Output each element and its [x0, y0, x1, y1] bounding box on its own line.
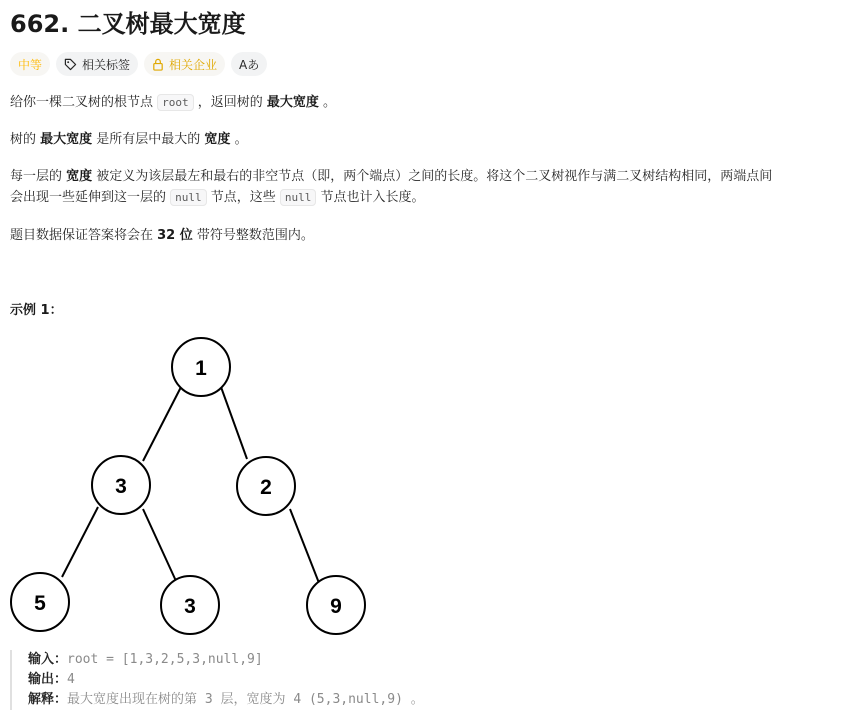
tree-node-label: 2: [260, 476, 272, 499]
tree-diagram: [0, 325, 400, 645]
tree-node-label: 3: [184, 595, 196, 618]
text: 节点也计入长度。: [316, 190, 425, 205]
example-explain-row: [28, 690, 628, 710]
explain-value: 最大宽度出现在树的第 3 层，宽度为 4 (5,3,null,9) 。: [67, 692, 424, 707]
translate-icon: Aあ: [239, 57, 260, 72]
text: 。: [230, 132, 248, 147]
explain-label: 解释：: [28, 692, 68, 707]
input-label: 输入：: [28, 652, 68, 667]
output-label: 输出：: [28, 672, 68, 687]
tag-icon: [64, 58, 77, 71]
bold-text: 宽度: [204, 132, 231, 147]
tree-node-label: 1: [195, 357, 207, 380]
page-title: 662. 二叉树最大宽度: [10, 10, 246, 38]
text: 每一层的: [10, 169, 67, 184]
related-tags-label: 相关标签: [82, 57, 131, 72]
description-paragraph-4: [10, 225, 836, 246]
tree-edge: [290, 509, 319, 583]
bold-text: 宽度: [66, 169, 93, 184]
inline-code-null: null: [280, 189, 317, 206]
text: 带符号整数范围内。: [192, 228, 314, 243]
translate-button[interactable]: [231, 52, 267, 76]
text: 树的: [10, 132, 41, 147]
text: 节点，这些: [206, 190, 280, 205]
text: ，返回树的: [193, 95, 267, 110]
related-companies-button[interactable]: [144, 52, 225, 76]
tree-node-label: 9: [330, 595, 342, 618]
difficulty-badge: [10, 52, 50, 76]
tree-edge: [143, 387, 181, 461]
lock-icon: [152, 58, 164, 71]
tree-edge: [143, 509, 176, 581]
example-block: [10, 650, 628, 710]
related-companies-label: 相关企业: [169, 57, 218, 72]
tag-bar: [10, 52, 267, 76]
example-output-row: [28, 670, 628, 690]
text: 被定义为该层最左和最右的非空节点（即，两个端点）之间的长度。将这个二叉树视作与满二叉树结构相同，两端点间: [92, 169, 773, 184]
example-title: 示例 1：: [10, 303, 63, 318]
description-paragraph-3: [10, 166, 836, 208]
text: 会出现一些延伸到这一层的: [10, 190, 171, 205]
text: 。: [318, 95, 337, 110]
output-value: 4: [67, 672, 75, 687]
bold-text: 最大宽度: [266, 95, 319, 110]
input-value: root = [1,3,2,5,3,null,9]: [67, 652, 263, 667]
bold-text: 32 位: [157, 228, 193, 243]
tree-edge: [221, 387, 247, 459]
text: 给你一棵二叉树的根节点: [10, 95, 158, 110]
tree-edge: [62, 507, 98, 577]
tree-node-label: 5: [34, 592, 46, 615]
description-paragraph-1: [10, 92, 836, 113]
related-tags-button[interactable]: [56, 52, 138, 76]
difficulty-label: 中等: [18, 57, 43, 72]
inline-code-root: root: [157, 94, 194, 111]
description-paragraph-2: [10, 129, 836, 150]
bold-text: 最大宽度: [40, 132, 93, 147]
text: 是所有层中最大的: [92, 132, 205, 147]
tree-node-label: 3: [115, 475, 127, 498]
text: 题目数据保证答案将会在: [10, 228, 158, 243]
example-input-row: [28, 650, 628, 670]
inline-code-null: null: [170, 189, 207, 206]
